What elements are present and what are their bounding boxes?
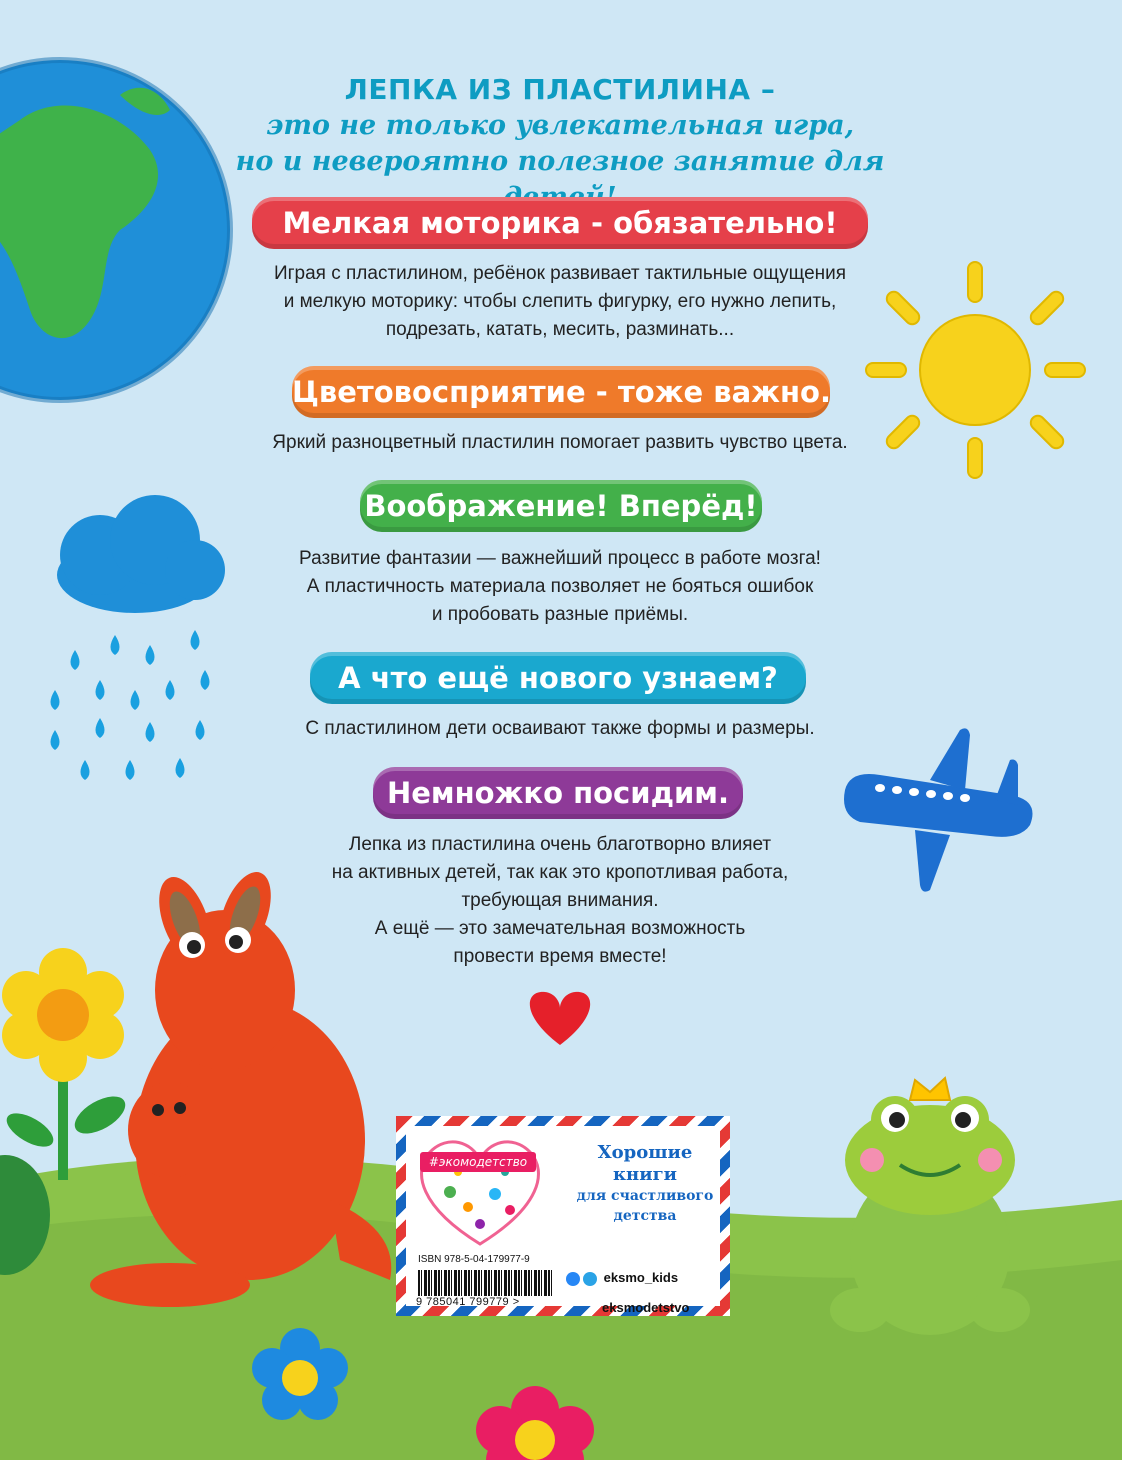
section-1-line: и мелкую моторику: чтобы слепить фигурку, его нужно лепить, [283,291,837,312]
section-3-line: А пластичность материала позволяет не бояться ошибок [306,576,814,597]
heart-badge-icon [410,1132,550,1250]
section-4-title: А что ещё нового узнаем? [338,661,778,695]
section-3-banner [360,480,762,532]
section-5-line: на активных детей, так как это кропотливая работа, [331,862,789,883]
headline-line2: это не только увлекательная игра, [265,110,855,141]
section-5-line: провести время вместе! [453,946,667,967]
section-1-line: подрезать, катать, месить, разминать... [385,319,735,340]
section-3-text [190,545,930,629]
section-5-line: Лепка из пластилина очень благотворно влияет [348,834,772,855]
section-4-banner [310,652,806,704]
section-2-title: Цветовосприятие - тоже важно. [292,375,831,409]
headline-line3: но и невероятно полезное занятие для [235,146,885,177]
section-3-line: и пробовать разные приёмы. [431,604,689,625]
section-5-line: требующая внимания. [461,890,659,911]
headline [190,72,930,216]
social-row-1 [566,1270,678,1286]
section-1-line: Играя с пластилином, ребёнок развивает тактильные ощущения [273,263,847,284]
section-5-banner [373,767,743,819]
slogan-line2: книги [613,1164,677,1185]
section-3-line: Развитие фантазии — важнейший процесс в работе мозга! [299,548,821,569]
section-2-line: Яркий разноцветный пластилин помогает развить чувство цвета. [272,432,848,453]
section-2-text [190,429,930,457]
section-5-text [190,831,930,971]
hashtag-label: #экомодетство [420,1152,536,1172]
headline-line1: ЛЕПКА ИЗ ПЛАСТИЛИНА – [344,73,776,106]
telegram-icon [583,1272,597,1286]
sticker-body [406,1126,720,1315]
heart-illustration [530,992,590,1045]
section-1-banner [252,197,868,249]
slogan-line1: Хорошие [597,1142,693,1163]
frog-illustration [830,1078,1030,1335]
vk-icon [566,1272,580,1286]
slogan-line3: для счастливого [576,1188,714,1204]
section-5-line: А ещё — это замечательная возможность [374,918,746,939]
barcode-digits: 9 785041 799779 > [416,1296,520,1308]
section-2-banner [292,366,830,418]
slogan-line4: детства [613,1208,677,1224]
section-4-text [190,715,930,743]
section-5-title: Немножко посидим. [386,776,730,810]
isbn-text: ISBN 978-5-04-179977-9 [418,1254,530,1265]
yellow-flower [1,948,131,1180]
section-1-title: Мелкая моторика - обязательно! [282,206,838,240]
social-handle-1: eksmo_kids [603,1270,679,1285]
publisher-sticker [396,1116,730,1316]
barcode [418,1270,552,1296]
raindrops [51,630,210,780]
section-4-line: С пластилином дети осваивают также формы и размеры. [305,718,815,739]
section-1-text [190,260,930,344]
slogan [566,1142,724,1226]
social-handle-2: eksmodetstvo [602,1300,690,1315]
section-3-title: Воображение! Вперёд! [364,489,758,523]
